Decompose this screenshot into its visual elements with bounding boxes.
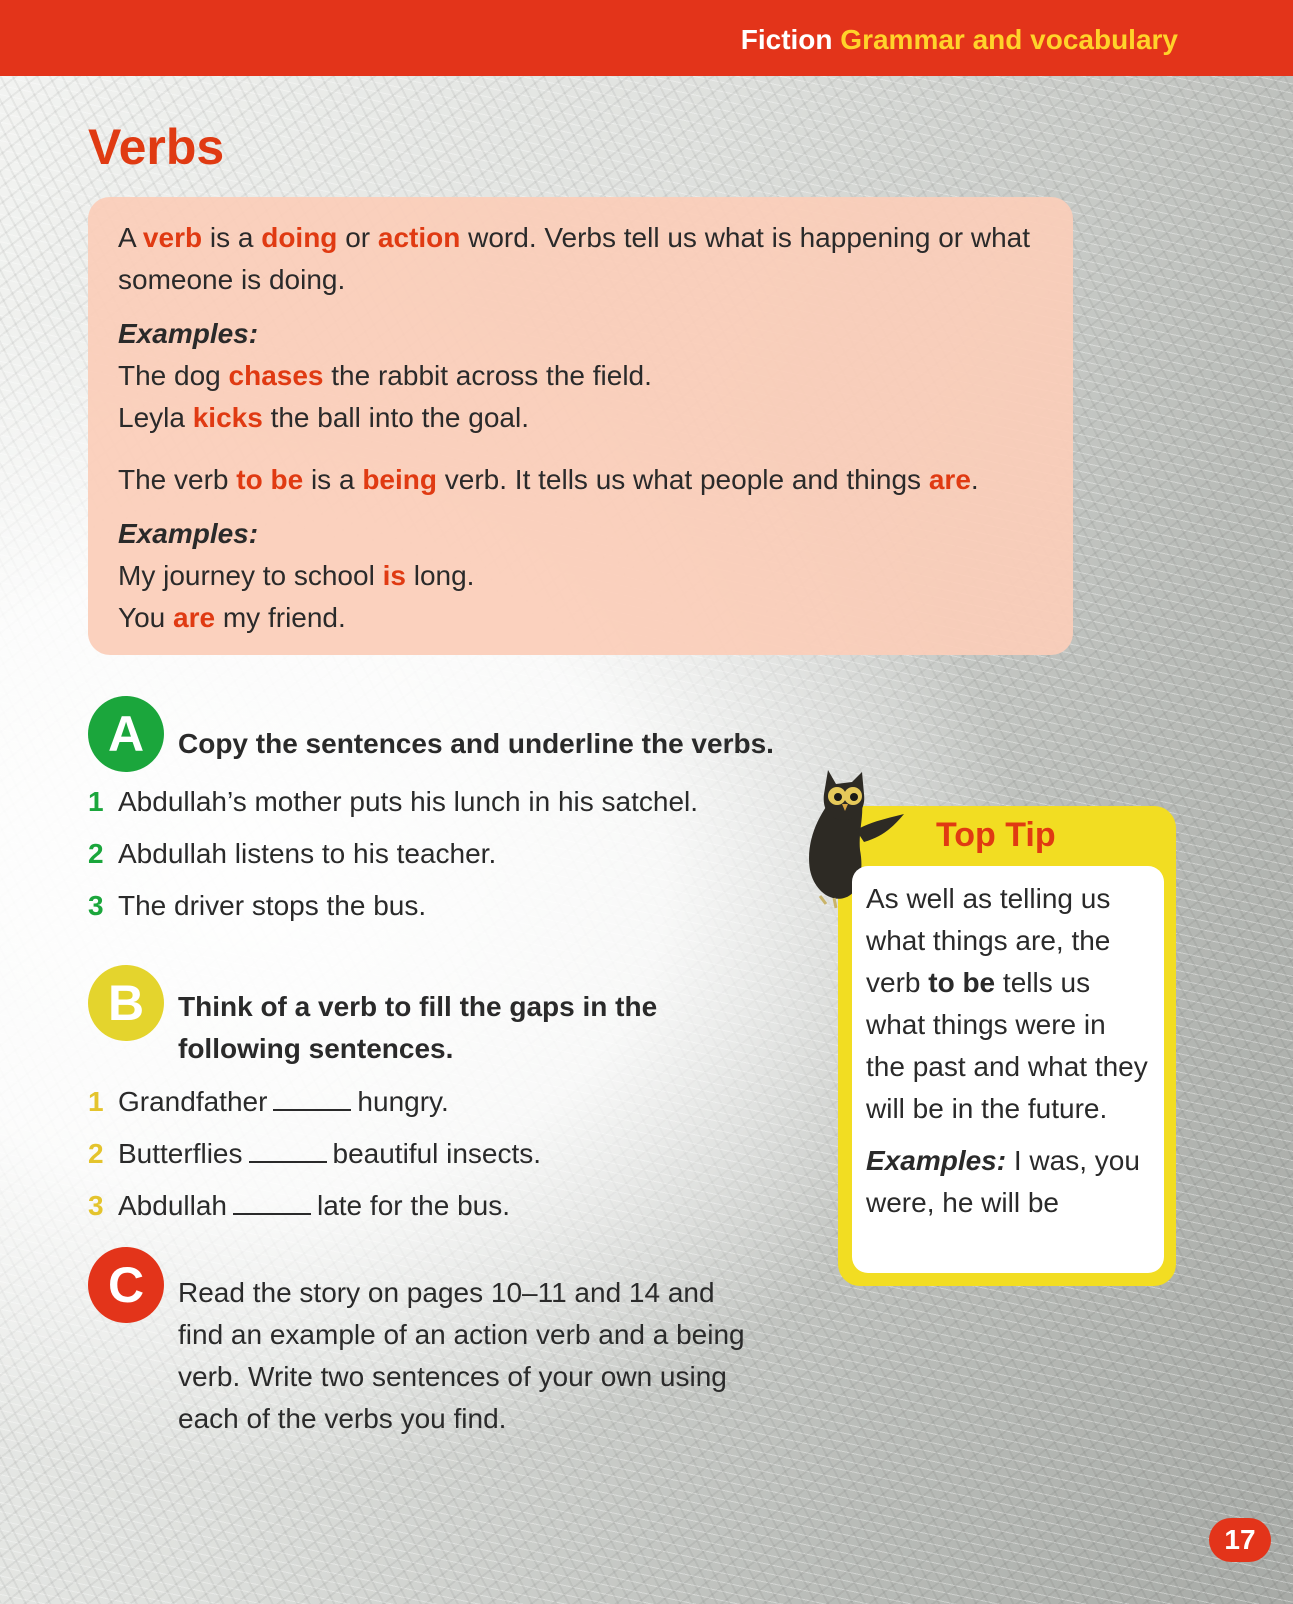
top-tip-content: As well as telling us what things are, the verb to be tells us what things were in the past and what they will be in the future. Examples: I was, you were, he will be	[852, 866, 1164, 1273]
list-item: 3 The driver stops the bus.	[88, 890, 427, 921]
answer-blank	[273, 1087, 351, 1111]
section-c-badge: C	[88, 1247, 164, 1323]
answer-blank	[233, 1191, 311, 1215]
example-sentence: The dog chases the rabbit across the field.	[118, 360, 652, 391]
answer-blank	[249, 1139, 327, 1163]
section-b-badge: B	[88, 965, 164, 1041]
page-title: Verbs	[88, 119, 225, 175]
section-c-text: Read the story on pages 10–11 and 14 and find an example of an action verb and a being verb. Write two sentences of your own using each of the verbs you find.	[178, 1277, 745, 1434]
section-b-instruction: Think of a verb to fill the gaps in the following sentences.	[178, 991, 658, 1064]
being-verb-paragraph: The verb to be is a being verb. It tells us what people and things are.	[118, 464, 979, 495]
header-section: Fiction	[740, 24, 833, 55]
examples-label: Examples:	[118, 518, 259, 549]
list-item: 1 Abdullah’s mother puts his lunch in his satchel.	[88, 786, 699, 817]
example-sentence: You are my friend.	[118, 602, 346, 633]
top-tip-title: Top Tip	[936, 816, 1056, 854]
verb-definition-box	[88, 197, 1073, 655]
header-bar	[0, 0, 1293, 76]
section-a-instruction: Copy the sentences and underline the verbs.	[178, 728, 774, 759]
keyword-doing: doing	[261, 222, 338, 253]
keyword-action: action	[377, 222, 461, 253]
examples-label: Examples:	[118, 318, 259, 349]
header-title	[741, 24, 1178, 56]
list-item: 1 Grandfather hungry.	[88, 1086, 449, 1117]
page-number: 17	[1209, 1518, 1271, 1562]
definition-paragraph: A verb is a doing or action word. Verbs tell us what is happening or what someone is doing.	[118, 222, 1031, 295]
header-subsection: Grammar and vocabulary	[840, 24, 1178, 55]
list-item: 3 Abdullah late for the bus.	[88, 1190, 510, 1221]
example-sentence: My journey to school is long.	[118, 560, 475, 591]
example-sentence: Leyla kicks the ball into the goal.	[118, 402, 529, 433]
list-item: 2 Butterflies beautiful insects.	[88, 1138, 542, 1169]
keyword-verb: verb	[142, 222, 203, 253]
section-a-badge: A	[88, 696, 164, 772]
list-item: 2 Abdullah listens to his teacher.	[88, 838, 497, 869]
